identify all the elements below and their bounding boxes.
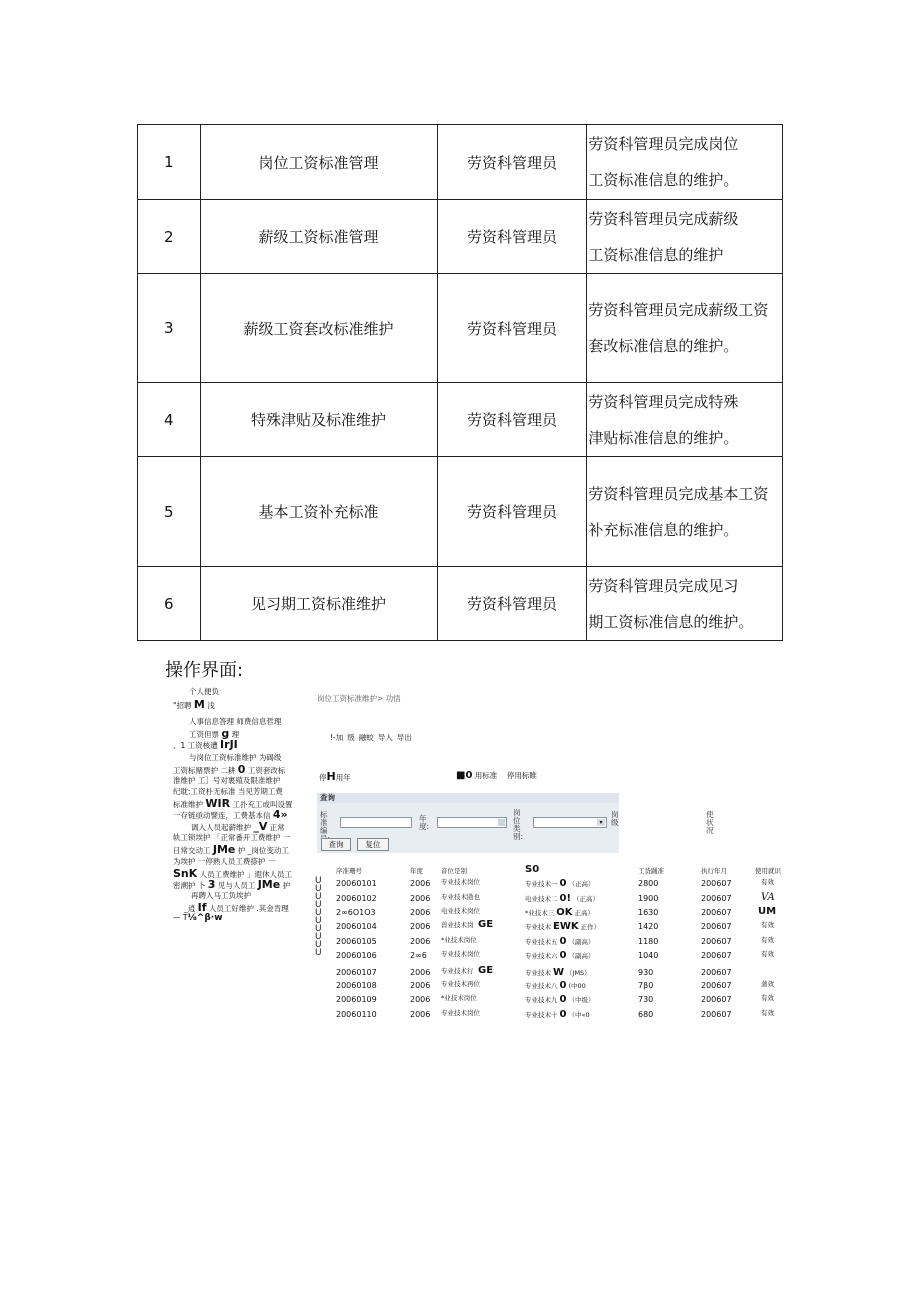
cell-standard: 1900 [638, 894, 659, 903]
cell-usage-flag: 有效 [761, 936, 774, 944]
cell-level-grade: （中级） [568, 996, 595, 1004]
status-filter-row-2 [456, 770, 537, 781]
table-row [138, 200, 783, 274]
cell-level-text: 专业技术十 [525, 1011, 558, 1019]
description-line: 工资标准信息的维护。 [588, 171, 739, 189]
usage-status-label: 使状况 [706, 810, 714, 835]
window-title: 岗位工资标准维护> 功悟 [317, 694, 401, 703]
toolbar-item[interactable]: 融蛟 [358, 733, 374, 742]
cell-level-text: 专业技术九 [525, 996, 558, 1004]
cell-level [525, 893, 599, 904]
function-name: 见习期工资标准维护 [200, 567, 437, 641]
cell-category: 专业技术勖也 [441, 893, 480, 901]
tree-item[interactable]: 调入人员起薪维护 _V 正常 [191, 820, 285, 833]
cell-level-code: 0 [559, 878, 567, 889]
tree-item[interactable]: 工资标赌票护 二耕 0 工资套改标 [173, 763, 286, 776]
cell-standard: 2800 [638, 879, 659, 888]
cell-level-code: 0 [559, 1009, 567, 1020]
row-number: 2 [138, 200, 201, 274]
row-number: 6 [138, 567, 201, 641]
cell-usage-flag: 有效 [761, 878, 774, 886]
cell-level-text: 电业技术二 [525, 895, 558, 903]
tree-item[interactable]: SnK 人员工费维护 」遐休人员工 [173, 867, 293, 880]
tree-item[interactable]: — T⅛^β·w [173, 913, 223, 923]
cell-level-grade: （中«0 [568, 1011, 590, 1019]
table-row [138, 125, 783, 200]
cell-level-text: *业技术三 [525, 909, 555, 917]
cell-category: *业技术岗位 [441, 936, 477, 944]
cell-level [525, 950, 594, 961]
calendar-icon[interactable] [498, 819, 505, 826]
cell-level-grade: 正高） [574, 909, 594, 917]
description-line: 劳资科管理员完成岗位 [588, 135, 739, 153]
table-row [138, 567, 783, 641]
col-header-level[interactable]: S0 [525, 864, 540, 875]
description-line: 劳资科管理员完成基本工资 [588, 484, 769, 503]
cell-level-grade: （正高） [573, 895, 600, 903]
filter-all[interactable]: 停H用年 [319, 770, 351, 783]
section-label: 操作界面: [165, 660, 244, 681]
cell-usage-flag: VA [761, 892, 775, 903]
query-button[interactable]: 查询 [321, 838, 351, 851]
cell-exec-month: 200607 [701, 879, 732, 888]
toolbar-item[interactable]: 导入 [377, 733, 393, 742]
tree-item[interactable]: "招聘 M 浅 [173, 698, 215, 711]
cell-level-grade: （正高） [568, 880, 595, 888]
cell-year: 2006 [410, 894, 431, 903]
cell-exec-month: 200607 [701, 908, 732, 917]
col-header-exec-month[interactable]: 执行年月 [701, 867, 727, 875]
cell-year: 2006 [410, 995, 431, 1004]
cell-level-code: OK [556, 907, 573, 918]
cell-category: 专业技术再位 [441, 980, 480, 988]
cell-exec-month: 200607 [701, 995, 732, 1004]
col-header-usage-flag[interactable]: 使用就识 [755, 867, 781, 875]
cell-exec-month: 200607 [701, 922, 732, 931]
toolbar [330, 725, 416, 744]
cell-year: 2006 [410, 908, 431, 917]
cell-standard: 1180 [638, 937, 659, 946]
cell-level-code: 0 [559, 994, 567, 1005]
cell-year: 2006 [410, 922, 431, 931]
cell-code: 20060106 [336, 951, 377, 960]
role-name: 劳资科管理员 [437, 457, 587, 567]
cell-code: 20060102 [336, 894, 377, 903]
cell-standard: 1040 [638, 951, 659, 960]
cell-level-code: 0! [559, 893, 572, 904]
status-filter-row [319, 770, 351, 783]
cell-level-code: 0 [559, 950, 567, 961]
cell-code: 20060104 [336, 922, 377, 931]
cell-standard: 7β0 [638, 981, 654, 990]
cell-exec-month: 200607 [701, 981, 732, 990]
col-header-category[interactable]: 音位是别 [441, 867, 467, 875]
cell-standard: 1630 [638, 908, 659, 917]
label-post-category: 岗位类别: [513, 808, 524, 841]
cell-code: 20060110 [336, 1010, 377, 1019]
cell-year: 2006 [410, 1010, 431, 1019]
cell-level-code: EWK [553, 921, 579, 932]
col-header-code[interactable]: 序准珊号 [336, 867, 362, 875]
cell-standard: 930 [638, 968, 654, 977]
cell-level [525, 1009, 590, 1020]
table-row [138, 274, 783, 383]
cell-category-suffix: GE [478, 965, 494, 976]
chevron-down-icon[interactable]: ▾ [597, 819, 605, 826]
cell-level-code: W [553, 967, 565, 978]
row-number: 4 [138, 383, 201, 457]
description-line: 津贴标准信息的维护。 [588, 428, 739, 447]
cell-category: *业技术岗位 [441, 994, 477, 1002]
cell-category: 电业技术岗位 [441, 907, 480, 915]
role-name: 劳资科管理员 [437, 274, 587, 383]
cell-level [525, 980, 586, 991]
cell-level-text: 专业技术五 [525, 938, 558, 946]
cell-category: 专业技术岗位 [441, 878, 480, 886]
description [587, 200, 783, 274]
cell-exec-month: 200607 [701, 1010, 732, 1019]
cell-usage-flag: 有效 [761, 921, 774, 929]
description-line: 工资标准信息的维护 [588, 245, 724, 264]
cell-code: 20060101 [336, 879, 377, 888]
cell-level-code: 0 [559, 936, 567, 947]
cell-code: 20060105 [336, 937, 377, 946]
table-row [138, 383, 783, 457]
cell-code: 20060109 [336, 995, 377, 1004]
cell-level-text: 专业技术八 [525, 982, 558, 990]
cell-exec-month: 200607 [701, 968, 732, 977]
requirements-table [137, 124, 783, 641]
row-number: 3 [138, 274, 201, 383]
cell-usage-flag: 蒲效 [761, 980, 774, 988]
role-name: 劳资科管理员 [437, 383, 587, 457]
cell-year: 2∞6 [410, 951, 427, 960]
tree-item[interactable]: 人事信息答理 师费信息哲理 [189, 717, 282, 726]
cell-level-grade: （副高） [568, 952, 595, 960]
row-number: 1 [138, 125, 201, 200]
tree-item[interactable]: 工资但票 g 理 [189, 727, 240, 740]
tree-item[interactable]: 纪耽:工资朴无标准 当见芳期工费 [173, 787, 283, 796]
tree-item[interactable]: 个人便负 [189, 687, 219, 696]
cell-level-grade: （副高） [568, 938, 595, 946]
tree-item[interactable]: 与岗位工资标准维护 为碣级 [189, 753, 282, 762]
description [587, 274, 783, 383]
cell-level [525, 994, 594, 1005]
tree-item[interactable]: 、1 工资核遭 IrJI [173, 738, 238, 751]
cell-level-text: 专业技术 [525, 969, 551, 977]
description-line: 期工资标准信息的维护。 [588, 612, 754, 631]
cell-year: 2006 [410, 981, 431, 990]
description-line: 劳资科管理员完成特殊 [588, 392, 739, 411]
cell-usage-flag: 有效 [761, 950, 774, 958]
cell-level-grade: (中00 [568, 982, 586, 990]
cell-year: 2006 [410, 879, 431, 888]
cell-code: 20060108 [336, 981, 377, 990]
cell-exec-month: 200607 [701, 951, 732, 960]
function-name: 薪级工资套改标准维护 [200, 274, 437, 383]
cell-level [525, 907, 594, 918]
cell-category-suffix-wrap [478, 965, 493, 976]
tree-item[interactable]: 再聘入马工负埃护 [191, 891, 251, 900]
col-header-standard[interactable]: 工货踊准 [638, 867, 664, 875]
description [587, 383, 783, 457]
function-name: 薪级工资标准管理 [200, 200, 437, 274]
cell-level-text: 专业技术一 [525, 880, 558, 888]
cell-category: 专业技术岗位 [441, 950, 480, 958]
role-name: 劳资科管理员 [437, 125, 587, 200]
filter-disabled[interactable]: 停用标睢 [506, 771, 537, 780]
cell-level [525, 921, 600, 932]
tree-item[interactable]: 密溯护 卜 3 见与人员工 JMe 护 [173, 878, 291, 891]
cell-year: 2006 [410, 968, 431, 977]
cell-usage-flag: 有效 [761, 994, 774, 1002]
description [587, 457, 783, 567]
cell-level [525, 967, 591, 978]
toolbar-item[interactable]: 级 [347, 733, 355, 742]
cell-category-suffix-wrap [478, 919, 493, 930]
cell-level-grade: （JMS） [566, 969, 591, 977]
cell-category: 兽业技术岗 [441, 921, 474, 929]
cell-code: 20060107 [336, 968, 377, 977]
cell-usage-flag: 有效 [761, 1009, 774, 1017]
tree-item[interactable]: 为埃护 一停熟人员工费搽护 一 [173, 857, 276, 866]
cell-year: 2006 [410, 937, 431, 946]
tree-item[interactable]: 轨工锁埃护 「正常番开工费维护 一 [173, 833, 291, 842]
description-line: 补充标准信息的维护。 [588, 520, 739, 539]
description-line: 劳资科管理员完成见习 [588, 576, 739, 595]
cell-level-text: 专业技术六 [525, 952, 558, 960]
cell-standard: 730 [638, 995, 654, 1004]
row-selector-column[interactable]: UUUUUUUUUU [315, 876, 322, 958]
description [587, 125, 783, 200]
table-row [138, 457, 783, 567]
description-line: 劳资科管理员完成薪级 [588, 209, 739, 228]
col-header-year[interactable]: 年度 [410, 867, 423, 875]
tree-item[interactable]: 一存链亟动譬连，工费基本信 4» [173, 808, 288, 821]
tree-item[interactable]: 日常交动工 JMe 护 _岗位变动工 [173, 843, 289, 856]
post-category-select[interactable] [533, 817, 607, 828]
cell-level [525, 936, 594, 947]
query-panel-header: 查询 [317, 793, 619, 803]
tree-item[interactable]: 淮维护 工］号对裹殖及限准维护 [173, 776, 281, 785]
toolbar-item[interactable]: !-加 [330, 733, 344, 742]
reset-button[interactable]: 复位 [357, 838, 389, 851]
description-line: 劳资科管理员完成薪级工资 [588, 301, 769, 319]
cell-standard: 680 [638, 1010, 654, 1019]
function-name: 基本工资补充标准 [200, 457, 437, 567]
filter-active[interactable]: ■0 用标准 [456, 770, 498, 781]
cell-category-suffix: GE [478, 919, 494, 930]
cell-code: 2∞6O1O3 [336, 908, 376, 917]
cell-usage-flag: UM [758, 906, 777, 917]
description-line: 套改标准信息的维护。 [588, 337, 739, 355]
cell-level [525, 878, 594, 889]
tree-item[interactable]: _逍 If 人员工好维护 .其金肯理 [184, 901, 289, 914]
cell-exec-month: 200607 [701, 937, 732, 946]
function-name: 特殊津贴及标准维护 [200, 383, 437, 457]
tree-item[interactable]: 标准维护 WIR 工扑充工或叫设置 [173, 797, 293, 810]
function-name: 岗位工资标准管理 [200, 125, 437, 200]
label-year: 年度: [419, 814, 430, 831]
description [587, 567, 783, 641]
role-name: 劳资科管理员 [437, 567, 587, 641]
cell-category: 专业技术岗位 [441, 1009, 480, 1017]
year-input[interactable] [437, 817, 507, 828]
cell-exec-month: 200607 [701, 894, 732, 903]
cell-category: 专业技术行 [441, 967, 474, 975]
standard-code-input[interactable] [340, 817, 412, 828]
cell-level-grade: 正作） [580, 923, 601, 931]
row-number: 5 [138, 457, 201, 567]
cell-standard: 1420 [638, 922, 659, 931]
toolbar-item[interactable]: 导出 [396, 733, 412, 742]
cell-level-code: 0 [559, 980, 567, 991]
label-post-level: 岗级 [611, 810, 619, 827]
role-name: 劳资科管理员 [437, 200, 587, 274]
cell-level-text: 专业技术 [525, 923, 551, 931]
label-standard-code: 标准编 [320, 810, 328, 835]
